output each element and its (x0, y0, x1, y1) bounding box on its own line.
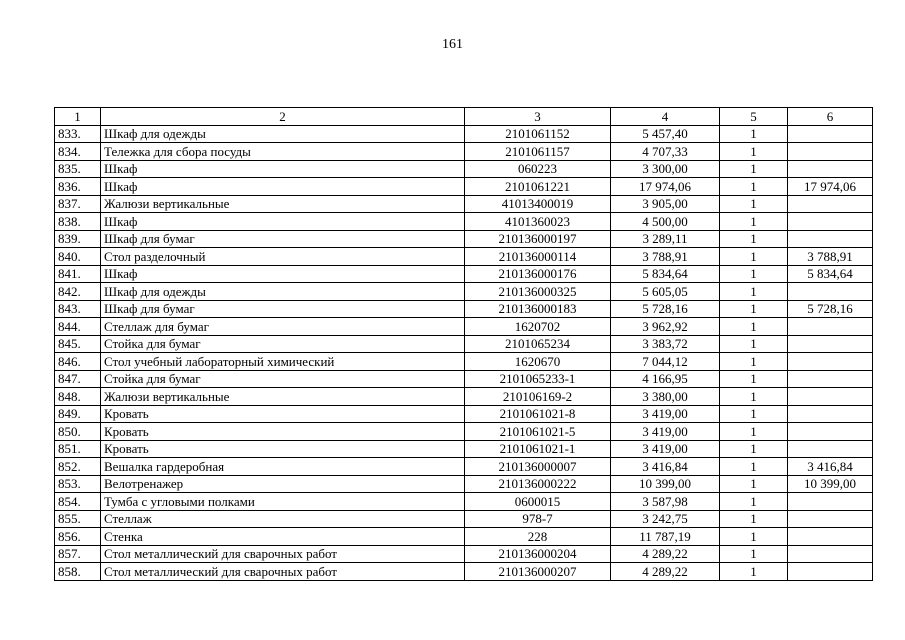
inventory-code-cell: 1620702 (465, 318, 611, 336)
header-cell: 6 (788, 108, 873, 126)
table-row (55, 440, 873, 458)
price-cell: 3 416,84 (611, 458, 720, 476)
item-name-cell: Кровать (101, 440, 465, 458)
item-name-cell: Велотренажер (101, 475, 465, 493)
price-cell: 3 419,00 (611, 423, 720, 441)
price-cell: 4 166,95 (611, 370, 720, 388)
row-number-cell: 837. (55, 195, 101, 213)
price-cell: 3 905,00 (611, 195, 720, 213)
total-cell (788, 125, 873, 143)
table-body (55, 125, 873, 580)
inventory-code-cell: 2101065233-1 (465, 370, 611, 388)
table-row (55, 230, 873, 248)
table-row (55, 563, 873, 581)
total-cell (788, 283, 873, 301)
item-name-cell: Стойка для бумаг (101, 370, 465, 388)
table-row (55, 178, 873, 196)
table-row (55, 143, 873, 161)
item-name-cell: Кровать (101, 405, 465, 423)
row-number-cell: 849. (55, 405, 101, 423)
total-cell: 10 399,00 (788, 475, 873, 493)
item-name-cell: Стойка для бумаг (101, 335, 465, 353)
price-cell: 3 788,91 (611, 248, 720, 266)
table-row (55, 300, 873, 318)
quantity-cell: 1 (720, 143, 788, 161)
total-cell (788, 160, 873, 178)
row-number-cell: 836. (55, 178, 101, 196)
row-number-cell: 838. (55, 213, 101, 231)
header-cell: 5 (720, 108, 788, 126)
row-number-cell: 847. (55, 370, 101, 388)
item-name-cell: Жалюзи вертикальные (101, 195, 465, 213)
table-row (55, 335, 873, 353)
item-name-cell: Шкаф для одежды (101, 125, 465, 143)
total-cell (788, 388, 873, 406)
inventory-table (54, 107, 873, 581)
price-cell: 5 728,16 (611, 300, 720, 318)
item-name-cell: Стол разделочный (101, 248, 465, 266)
item-name-cell: Шкаф (101, 265, 465, 283)
row-number-cell: 856. (55, 528, 101, 546)
total-cell (788, 545, 873, 563)
table-row (55, 125, 873, 143)
table-row (55, 248, 873, 266)
inventory-code-cell: 210136000114 (465, 248, 611, 266)
price-cell: 3 419,00 (611, 440, 720, 458)
total-cell: 5 728,16 (788, 300, 873, 318)
table-row (55, 213, 873, 231)
table-row (55, 493, 873, 511)
item-name-cell: Стеллаж для бумаг (101, 318, 465, 336)
price-cell: 3 380,00 (611, 388, 720, 406)
total-cell: 3 788,91 (788, 248, 873, 266)
inventory-code-cell: 2101065234 (465, 335, 611, 353)
quantity-cell: 1 (720, 283, 788, 301)
row-number-cell: 850. (55, 423, 101, 441)
row-number-cell: 858. (55, 563, 101, 581)
total-cell (788, 440, 873, 458)
quantity-cell: 1 (720, 230, 788, 248)
quantity-cell: 1 (720, 405, 788, 423)
quantity-cell: 1 (720, 335, 788, 353)
row-number-cell: 857. (55, 545, 101, 563)
table-row (55, 475, 873, 493)
row-number-cell: 853. (55, 475, 101, 493)
item-name-cell: Шкаф для бумаг (101, 230, 465, 248)
page-number: 161 (442, 37, 463, 52)
row-number-cell: 851. (55, 440, 101, 458)
item-name-cell: Шкаф для одежды (101, 283, 465, 301)
table-row (55, 160, 873, 178)
price-cell: 3 587,98 (611, 493, 720, 511)
inventory-code-cell: 210136000197 (465, 230, 611, 248)
price-cell: 11 787,19 (611, 528, 720, 546)
total-cell (788, 528, 873, 546)
total-cell: 5 834,64 (788, 265, 873, 283)
item-name-cell: Шкаф (101, 178, 465, 196)
inventory-code-cell: 2101061021-8 (465, 405, 611, 423)
quantity-cell: 1 (720, 248, 788, 266)
quantity-cell: 1 (720, 493, 788, 511)
table-row (55, 265, 873, 283)
table-row (55, 528, 873, 546)
header-cell: 1 (55, 108, 101, 126)
inventory-code-cell: 210136000183 (465, 300, 611, 318)
price-cell: 10 399,00 (611, 475, 720, 493)
price-cell: 3 383,72 (611, 335, 720, 353)
inventory-code-cell: 228 (465, 528, 611, 546)
item-name-cell: Тележка для сбора посуды (101, 143, 465, 161)
quantity-cell: 1 (720, 195, 788, 213)
table-row (55, 353, 873, 371)
quantity-cell: 1 (720, 563, 788, 581)
row-number-cell: 843. (55, 300, 101, 318)
inventory-code-cell: 210106169-2 (465, 388, 611, 406)
table-row (55, 510, 873, 528)
total-cell (788, 213, 873, 231)
row-number-cell: 854. (55, 493, 101, 511)
total-cell (788, 370, 873, 388)
price-cell: 4 289,22 (611, 545, 720, 563)
table-row (55, 388, 873, 406)
total-cell (788, 335, 873, 353)
price-cell: 4 707,33 (611, 143, 720, 161)
quantity-cell: 1 (720, 300, 788, 318)
inventory-code-cell: 41013400019 (465, 195, 611, 213)
price-cell: 5 457,40 (611, 125, 720, 143)
total-cell (788, 493, 873, 511)
inventory-code-cell: 210136000207 (465, 563, 611, 581)
quantity-cell: 1 (720, 510, 788, 528)
inventory-code-cell: 978-7 (465, 510, 611, 528)
quantity-cell: 1 (720, 160, 788, 178)
total-cell (788, 143, 873, 161)
inventory-code-cell: 2101061152 (465, 125, 611, 143)
quantity-cell: 1 (720, 353, 788, 371)
quantity-cell: 1 (720, 178, 788, 196)
inventory-code-cell: 060223 (465, 160, 611, 178)
row-number-cell: 848. (55, 388, 101, 406)
price-cell: 3 289,11 (611, 230, 720, 248)
header-cell: 2 (101, 108, 465, 126)
quantity-cell: 1 (720, 440, 788, 458)
table-row (55, 283, 873, 301)
item-name-cell: Жалюзи вертикальные (101, 388, 465, 406)
inventory-code-cell: 210136000325 (465, 283, 611, 301)
row-number-cell: 841. (55, 265, 101, 283)
total-cell (788, 230, 873, 248)
total-cell (788, 195, 873, 213)
item-name-cell: Шкаф (101, 160, 465, 178)
item-name-cell: Стенка (101, 528, 465, 546)
inventory-code-cell: 2101061021-1 (465, 440, 611, 458)
item-name-cell: Вешалка гардеробная (101, 458, 465, 476)
table-row (55, 458, 873, 476)
total-cell (788, 405, 873, 423)
header-cell: 3 (465, 108, 611, 126)
table-row (55, 195, 873, 213)
item-name-cell: Шкаф (101, 213, 465, 231)
item-name-cell: Тумба с угловыми полками (101, 493, 465, 511)
item-name-cell: Стол металлический для сварочных работ (101, 563, 465, 581)
price-cell: 5 605,05 (611, 283, 720, 301)
quantity-cell: 1 (720, 370, 788, 388)
total-cell (788, 510, 873, 528)
item-name-cell: Шкаф для бумаг (101, 300, 465, 318)
price-cell: 4 500,00 (611, 213, 720, 231)
row-number-cell: 835. (55, 160, 101, 178)
inventory-code-cell: 4101360023 (465, 213, 611, 231)
item-name-cell: Стол металлический для сварочных работ (101, 545, 465, 563)
inventory-code-cell: 210136000222 (465, 475, 611, 493)
table-row (55, 318, 873, 336)
row-number-cell: 852. (55, 458, 101, 476)
row-number-cell: 844. (55, 318, 101, 336)
price-cell: 17 974,06 (611, 178, 720, 196)
total-cell: 3 416,84 (788, 458, 873, 476)
inventory-code-cell: 2101061021-5 (465, 423, 611, 441)
item-name-cell: Стеллаж (101, 510, 465, 528)
price-cell: 3 242,75 (611, 510, 720, 528)
row-number-cell: 855. (55, 510, 101, 528)
quantity-cell: 1 (720, 545, 788, 563)
quantity-cell: 1 (720, 475, 788, 493)
inventory-code-cell: 0600015 (465, 493, 611, 511)
quantity-cell: 1 (720, 318, 788, 336)
row-number-cell: 846. (55, 353, 101, 371)
total-cell (788, 353, 873, 371)
quantity-cell: 1 (720, 265, 788, 283)
inventory-code-cell: 2101061221 (465, 178, 611, 196)
table-row (55, 405, 873, 423)
price-cell: 3 419,00 (611, 405, 720, 423)
quantity-cell: 1 (720, 388, 788, 406)
row-number-cell: 839. (55, 230, 101, 248)
row-number-cell: 833. (55, 125, 101, 143)
table-row (55, 370, 873, 388)
inventory-code-cell: 210136000176 (465, 265, 611, 283)
price-cell: 3 962,92 (611, 318, 720, 336)
quantity-cell: 1 (720, 528, 788, 546)
total-cell (788, 563, 873, 581)
inventory-code-cell: 1620670 (465, 353, 611, 371)
row-number-cell: 845. (55, 335, 101, 353)
table-row (55, 545, 873, 563)
price-cell: 3 300,00 (611, 160, 720, 178)
header-cell: 4 (611, 108, 720, 126)
header-row (55, 108, 873, 126)
quantity-cell: 1 (720, 213, 788, 231)
inventory-code-cell: 210136000204 (465, 545, 611, 563)
inventory-code-cell: 2101061157 (465, 143, 611, 161)
inventory-code-cell: 210136000007 (465, 458, 611, 476)
row-number-cell: 842. (55, 283, 101, 301)
price-cell: 4 289,22 (611, 563, 720, 581)
item-name-cell: Стол учебный лабораторный химический (101, 353, 465, 371)
quantity-cell: 1 (720, 458, 788, 476)
table-row (55, 423, 873, 441)
item-name-cell: Кровать (101, 423, 465, 441)
quantity-cell: 1 (720, 125, 788, 143)
row-number-cell: 840. (55, 248, 101, 266)
quantity-cell: 1 (720, 423, 788, 441)
total-cell (788, 423, 873, 441)
row-number-cell: 834. (55, 143, 101, 161)
total-cell: 17 974,06 (788, 178, 873, 196)
total-cell (788, 318, 873, 336)
price-cell: 7 044,12 (611, 353, 720, 371)
price-cell: 5 834,64 (611, 265, 720, 283)
